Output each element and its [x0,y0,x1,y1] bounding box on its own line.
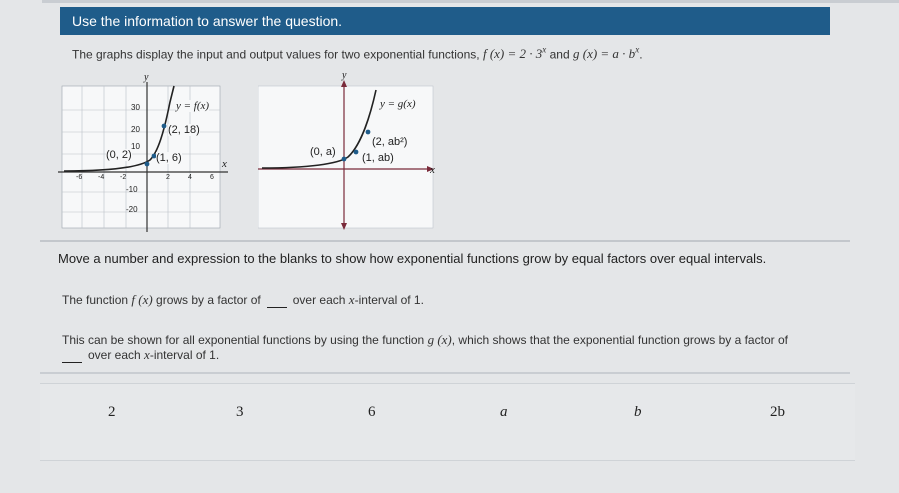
g-point [366,130,371,135]
blank-1[interactable] [267,295,287,308]
f-point [145,162,150,167]
f-y-tick: 10 [131,142,140,151]
f-curve-label: y = f(x) [176,100,210,112]
instruction: Move a number and expression to the blanks to show how exponential functions grow by equal factors over equal intervals. [58,251,767,266]
f-definition: f $(x) = 2 \cdot 3^x$ [482,45,547,62]
f-x-tick: -6 [76,174,83,181]
f-x-tick: 2 [166,174,170,181]
g-point-label: (0, a) [310,146,336,158]
g-point-label: (1, ab) [362,152,394,164]
f-point-label: (2, 18) [168,124,200,136]
f-y-tick: -10 [126,185,138,194]
choice-b[interactable]: b [634,404,642,420]
choice-2b[interactable]: 2b [770,404,785,420]
sentence-1: The function f (x) grows by a factor of over each x-interval of 1. [62,292,424,307]
g-point-label: (2, ab²) [372,136,408,148]
f-point-label: (1, 6) [156,152,182,164]
g-x-axis-label: x [430,164,435,176]
f-point-label: (0, 2) [106,149,132,161]
question-header: Use the information to answer the question. [60,7,830,35]
g-curve-label: y = g(x) [380,98,416,110]
g-definition: g $(x) = a \cdot b^x$ [572,45,640,62]
section-divider [40,240,850,242]
f-x-tick: 4 [188,174,192,181]
intro-text: The graphs display the input and output values for two exponential functions, f $(x) = 2 \cdot 3^x$ and g $(x) = a \cdot b^x$. [72,45,643,62]
f-y-tick: -20 [126,205,138,214]
f-y-tick: 20 [131,125,140,134]
g-y-axis-label: y [342,70,347,81]
f-x-tick: 6 [210,174,214,181]
g-point [342,157,347,162]
f-y-tick: 30 [131,103,140,112]
f-x-tick: -4 [98,174,105,181]
section-divider [40,372,850,374]
graph-f [58,72,228,234]
sentence-2-line-1: This can be shown for all exponential functions by using the function g (x), which shows that the exponential function grows by a factor of [62,332,788,347]
f-y-axis-label: y [144,72,149,83]
choice-3[interactable]: 3 [236,404,244,420]
sentence-2-line-2: over each x-interval of 1. [62,347,219,363]
g-point [354,150,359,155]
graph-g [258,72,438,234]
choice-2[interactable]: 2 [108,404,116,420]
intro-sentence: The graphs display the input and output values for two exponential functions, [72,47,480,62]
answer-tray [40,383,855,461]
f-x-tick: -2 [120,174,127,181]
top-rule [42,0,899,3]
choice-6[interactable]: 6 [368,404,376,420]
intro-and: and [549,47,570,62]
choice-a[interactable]: a [500,404,508,420]
f-x-axis-label: x [222,158,227,170]
blank-2[interactable] [62,350,82,363]
f-point [162,124,167,129]
